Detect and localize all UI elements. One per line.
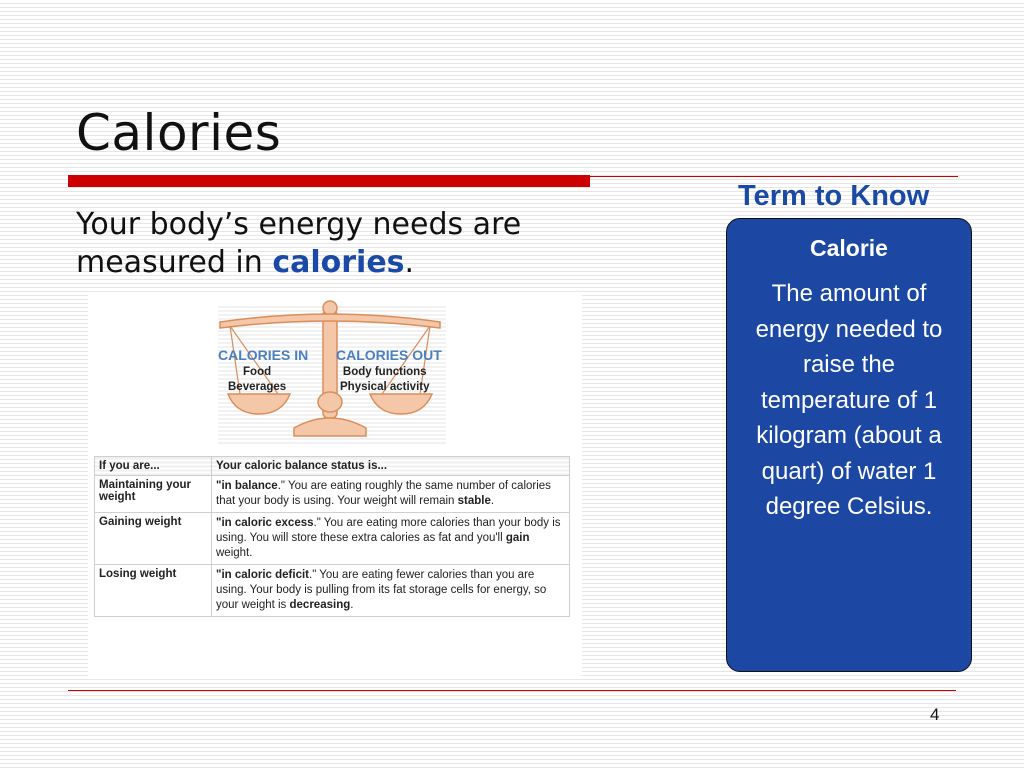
status-term: "in balance xyxy=(216,480,278,492)
table-cell-status xyxy=(212,565,570,617)
table-cell-status xyxy=(212,476,570,513)
status-term: "in caloric excess xyxy=(216,517,314,529)
table-row xyxy=(95,565,570,617)
calories-in-item: Beverages xyxy=(228,381,287,393)
lead-keyword: calories xyxy=(272,245,405,280)
status-end: weight. xyxy=(216,547,253,559)
lead-text: Your body’s energy needs are measured in xyxy=(76,207,522,280)
table-cell-condition: Maintaining your weight xyxy=(95,476,212,513)
table-cell-condition: Gaining weight xyxy=(95,513,212,565)
page-number: 4 xyxy=(930,705,940,724)
title-underline-thin xyxy=(590,176,958,177)
table-row xyxy=(95,513,570,565)
term-definition: The amount of energy needed to raise the temperature of 1 kilogram (about a quart) of water 1 degree Celsius. xyxy=(755,280,943,520)
table-row xyxy=(95,476,570,513)
table-cell-condition: Losing weight xyxy=(95,565,212,617)
status-end: . xyxy=(490,495,495,507)
status-text: ." You are eating more calories than your body is using. You will store these extra calories as fat and you'll xyxy=(216,517,561,544)
calories-out-item: Body functions xyxy=(342,366,427,378)
status-text: ." You are eating fewer calories than you are using. Your body is pulling from its fat storage cells for energy, so your weight is xyxy=(216,569,547,611)
calories-out-item: Physical activity xyxy=(340,381,430,393)
lead-end: . xyxy=(404,245,415,280)
table-header: Your caloric balance status is... xyxy=(212,457,570,476)
calories-out-label: CALORIES OUT xyxy=(336,347,442,363)
lead-paragraph xyxy=(76,206,616,282)
table-header: If you are... xyxy=(95,457,212,476)
status-text: ." You are eating roughly the same number of calories that your body is using. Your weight will remain xyxy=(216,480,551,507)
slide-title: Calories xyxy=(76,104,282,162)
footer-rule xyxy=(68,690,956,691)
status-emphasis: gain xyxy=(505,532,530,544)
term-to-know-heading: Term to Know xyxy=(738,180,930,212)
status-end: . xyxy=(350,599,354,611)
status-emphasis: decreasing xyxy=(289,599,351,611)
caloric-balance-figure xyxy=(88,294,582,678)
title-underline-bar xyxy=(68,175,590,187)
status-emphasis: stable xyxy=(457,495,491,507)
calories-out-items xyxy=(340,365,430,395)
status-term: "in caloric deficit xyxy=(216,569,310,581)
term-word: Calorie xyxy=(810,235,888,261)
calories-in-label: CALORIES IN xyxy=(218,347,309,363)
calories-in-items xyxy=(228,365,286,395)
calories-in-item: Food xyxy=(243,366,272,378)
term-definition-box xyxy=(726,218,972,672)
caloric-status-table xyxy=(94,456,570,617)
table-header-row xyxy=(95,457,570,476)
table-cell-status xyxy=(212,513,570,565)
